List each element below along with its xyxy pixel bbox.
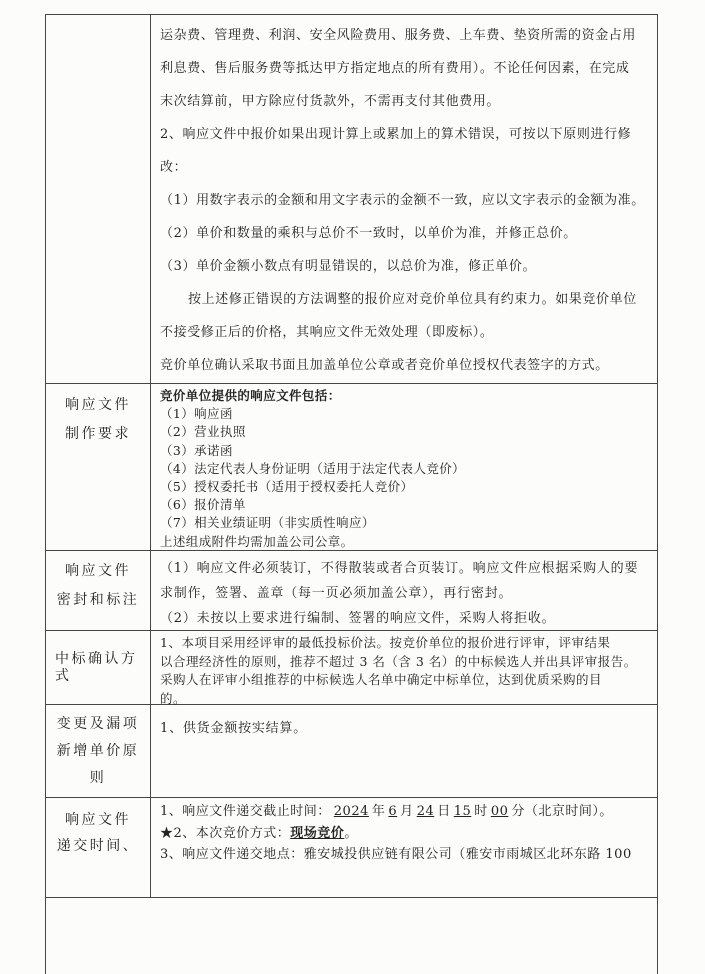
label-line: 中标确认方: [55, 650, 138, 667]
text-line-heading: 竞价单位提供的响应文件包括：: [160, 388, 341, 403]
row-content: [151, 798, 657, 897]
label-line: 响应文件: [65, 397, 131, 413]
deadline-prefix: 1、响应文件递交截止时间：: [160, 804, 331, 819]
text-line-address: 3、响应文件递交地点：雅安城投供应链有限公司（雅安市雨城区北环东路 100: [160, 847, 632, 862]
table-row-award-confirmation: [46, 631, 657, 705]
text-line: （2）单价和数量的乘积与总价不一致时，以单价为准，并修正总价。: [160, 226, 577, 241]
text-line: 的。: [160, 690, 187, 706]
method-prefix: 2、本次竞价方式：: [173, 825, 291, 841]
method-suffix: 。: [344, 825, 358, 841]
text-line: （2）未按以上要求进行编制、签署的响应文件，采购人将拒收。: [160, 611, 556, 626]
label-line: 响应文件: [65, 812, 131, 828]
table-row-sealing-marking: [46, 551, 657, 631]
deadline-hour: 15: [453, 804, 472, 819]
text-line: （1）响应函: [160, 406, 233, 422]
deadline-year: 2024: [333, 804, 369, 819]
text-line: 求制作，签署、盖章（每一页必须加盖公章），再行密封。: [160, 586, 513, 601]
deadline-minute: 00: [490, 804, 509, 819]
table-row-quotation-rules: [46, 15, 657, 384]
text-line: 改：: [160, 160, 188, 175]
table-row-change-principle: [46, 705, 657, 798]
text-line: 2、响应文件中报价如果出现计算上或累加上的算术错误，可按以下原则进行修: [160, 127, 632, 142]
row-label: [46, 551, 151, 630]
text-line-bidding-method: [160, 823, 653, 845]
row-content: [151, 384, 657, 550]
row-content: [151, 551, 657, 630]
text-line: （1）响应文件必须装订，不得散装或者合页装订。响应文件应根据采购人的要: [160, 561, 639, 576]
star-icon: ★: [160, 825, 174, 841]
text-line-deadline: [160, 801, 653, 823]
label-line: 密封和标注: [56, 592, 140, 608]
row-label: [46, 631, 151, 704]
text-line: 末次结算前，甲方除应付货款外，不需再支付其他费用。: [160, 94, 501, 109]
label-line: 式: [55, 667, 72, 684]
label-line: 响应文件: [65, 563, 131, 579]
text-line: （6）报价清单: [160, 497, 246, 513]
deadline-month: 6: [388, 804, 398, 819]
text-line: 竞价单位确认采取书面且加盖单位公章或者竞价单位授权代表签字的方式。: [160, 358, 609, 373]
row-content: [151, 631, 657, 704]
method-value: 现场竞价: [290, 825, 345, 841]
row-label: [46, 798, 151, 897]
table-row-submission-time: [46, 798, 657, 898]
label-line: 制作要求: [65, 426, 131, 442]
row-content: [151, 705, 657, 797]
text-line: 1、本项目采用经评审的最低投标价法。按竞价单位的报价进行评审，评审结果: [160, 635, 611, 650]
deadline-suffix: （北京时间）。: [524, 804, 613, 819]
text-line: （5）授权委托书（适用于授权委托人竞价）: [160, 479, 414, 495]
text-line: 1、供货金额按实结算。: [160, 721, 308, 736]
label-line: 递交时间、: [56, 838, 140, 854]
text-line-footer: 上述组成附件均需加盖公司公章。: [160, 533, 354, 549]
deadline-day-unit: 日: [437, 804, 451, 819]
label-line: 则: [89, 769, 107, 786]
text-line: 利息费、售后服务费等抵达甲方指定地点的所有费用）。不论任何因素，在完成: [160, 61, 630, 76]
deadline-minute-unit: 分: [511, 804, 525, 819]
text-line: （3）承诺函: [160, 442, 233, 458]
row-label: [46, 705, 151, 797]
text-line: 不接受修正后的价格，其响应文件无效处理（即废标）。: [160, 325, 494, 340]
deadline-day: 24: [416, 804, 435, 819]
text-line: （4）法定代表人身份证明（适用于法定代表人竞价）: [160, 460, 466, 476]
text-line: （7）相关业绩证明（非实质性响应）: [160, 515, 375, 531]
label-line: 新增单价原: [56, 742, 140, 759]
text-line: （1）用数字表示的金额和用文字表示的金额不一致，应以文字表示的金额为准。: [160, 193, 645, 208]
text-line: 运杂费、管理费、利润、安全风险费用、服务费、上车费、垫资所需的资金占用: [160, 28, 637, 43]
text-line: （3）单价金额小数点有明显错误的，以总价为准，修正单价。: [160, 259, 537, 274]
deadline-year-unit: 年: [371, 804, 386, 819]
row-label: [46, 384, 151, 550]
text-line: 采购人在评审小组推荐的中标候选人名单中确定中标单位，达到优质采购的目: [160, 672, 603, 687]
table-row-doc-preparation: [46, 384, 657, 551]
bidding-document-table: [45, 14, 658, 974]
text-line: 以合理经济性的原则，推荐不超过 3 名（含 3 名）的中标候选人并出具评审报告。: [160, 653, 637, 669]
text-line: （2）营业执照: [160, 424, 246, 440]
row-content: [151, 15, 657, 383]
deadline-month-unit: 月: [400, 804, 414, 819]
text-line: 按上述修正错误的方法调整的报价应对竞价单位具有约束力。如果竞价单位: [188, 292, 637, 307]
row-label-empty: [46, 15, 151, 383]
label-line: 变更及漏项: [56, 715, 140, 732]
deadline-hour-unit: 时: [474, 804, 488, 819]
